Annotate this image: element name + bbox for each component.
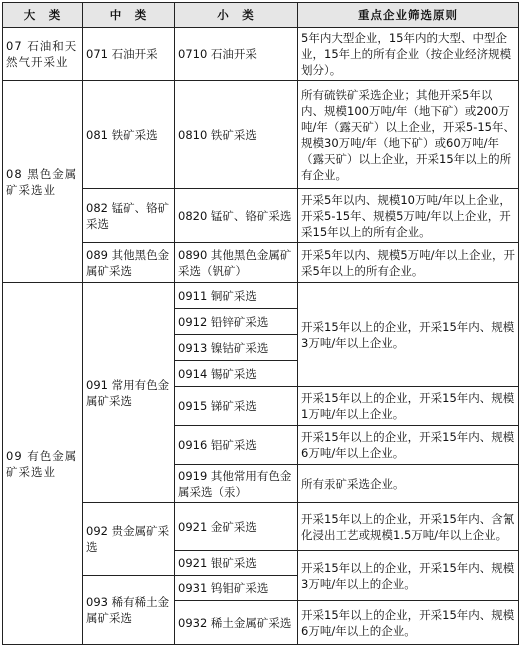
- table-row: [3, 283, 519, 309]
- rule-cell: 开采15年以上的企业，开采15年内、规模3万吨/年以上企业。: [298, 283, 519, 387]
- header-screening-rule: 重点企业筛选原则: [298, 3, 519, 28]
- header-minor-class: 小 类: [175, 3, 298, 28]
- middle-class-cell: 089 其他黑色金属矿采选: [83, 243, 175, 283]
- middle-class-cell: 082 锰矿、铬矿采选: [83, 189, 175, 243]
- rule-cell: 5年内大型企业，15年内的大型、中型企业，15年上的所有企业（按企业经济规模划分）。: [298, 28, 519, 81]
- minor-class-cell: 0710 石油开采: [175, 28, 298, 81]
- rule-cell: 开采15年以上的企业，开采15年内、规模1万吨/年以上企业。: [298, 387, 519, 426]
- minor-class-cell: 0914 锡矿采选: [175, 361, 298, 387]
- minor-class-cell: 0810 铁矿采选: [175, 81, 298, 189]
- minor-class-cell: 0921 银矿采选: [175, 551, 298, 576]
- minor-class-cell: 0921 金矿采选: [175, 503, 298, 551]
- minor-class-cell: 0820 锰矿、铬矿采选: [175, 189, 298, 243]
- rule-cell: 开采15年以上的企业，开采15年内、含氰化浸出工艺或规模1.5万吨/年以上企业。: [298, 503, 519, 551]
- table-row: [3, 28, 519, 81]
- minor-class-cell: 0913 镍钴矿采选: [175, 335, 298, 361]
- middle-class-cell: 081 铁矿采选: [83, 81, 175, 189]
- major-class-cell: 09 有色金属矿采选业: [3, 283, 83, 645]
- middle-class-cell: 092 贵金属矿采选: [83, 503, 175, 576]
- rule-cell: 开采15年以上的企业，开采15年内、规模6万吨/年以上企业。: [298, 426, 519, 465]
- major-class-cell: 07 石油和天然气开采业: [3, 28, 83, 81]
- rule-cell: 开采15年以上的企业，开采15年内、规模3万吨/年以上的企业。: [298, 551, 519, 601]
- rule-cell: 所有硫铁矿采选企业；其他开采5年以内、规模100万吨/年（地下矿）或200万吨/年（露天矿）以上企业，开采5-15年、规模30万吨/年（地下矿）或60万吨/年（露天矿）以上企业，开采15年以上的所有企业。: [298, 81, 519, 189]
- rule-cell: 开采5年以内、规模10万吨/年以上企业，开采5-15年、规模5万吨/年以上企业，开采15年以上的所有企业。: [298, 189, 519, 243]
- enterprise-screening-table: [2, 2, 519, 645]
- minor-class-cell: 0932 稀土金属矿采选: [175, 601, 298, 645]
- header-row: [3, 3, 519, 28]
- minor-class-cell: 0912 铅锌矿采选: [175, 309, 298, 335]
- header-middle-class: 中 类: [83, 3, 175, 28]
- minor-class-cell: 0915 锑矿采选: [175, 387, 298, 426]
- table-row: [3, 81, 519, 189]
- minor-class-cell: 0890 其他黑色金属矿采选（钒矿）: [175, 243, 298, 283]
- rule-cell: 开采15年以上的企业，开采15年内、规模6万吨/年以上的企业。: [298, 601, 519, 645]
- rule-cell: 开采5年以内、规模5万吨/年以上企业，开采5年以上的所有企业。: [298, 243, 519, 283]
- middle-class-cell: 091 常用有色金属矿采选: [83, 283, 175, 503]
- minor-class-cell: 0916 铝矿采选: [175, 426, 298, 465]
- minor-class-cell: 0931 钨钼矿采选: [175, 576, 298, 601]
- rule-cell: 所有汞矿采选企业。: [298, 465, 519, 503]
- minor-class-cell: 0919 其他常用有色金属采选（汞）: [175, 465, 298, 503]
- minor-class-cell: 0911 铜矿采选: [175, 283, 298, 309]
- middle-class-cell: 071 石油开采: [83, 28, 175, 81]
- header-major-class: 大 类: [3, 3, 83, 28]
- major-class-cell: 08 黑色金属矿采选业: [3, 81, 83, 283]
- middle-class-cell: 093 稀有稀土金属矿采选: [83, 576, 175, 645]
